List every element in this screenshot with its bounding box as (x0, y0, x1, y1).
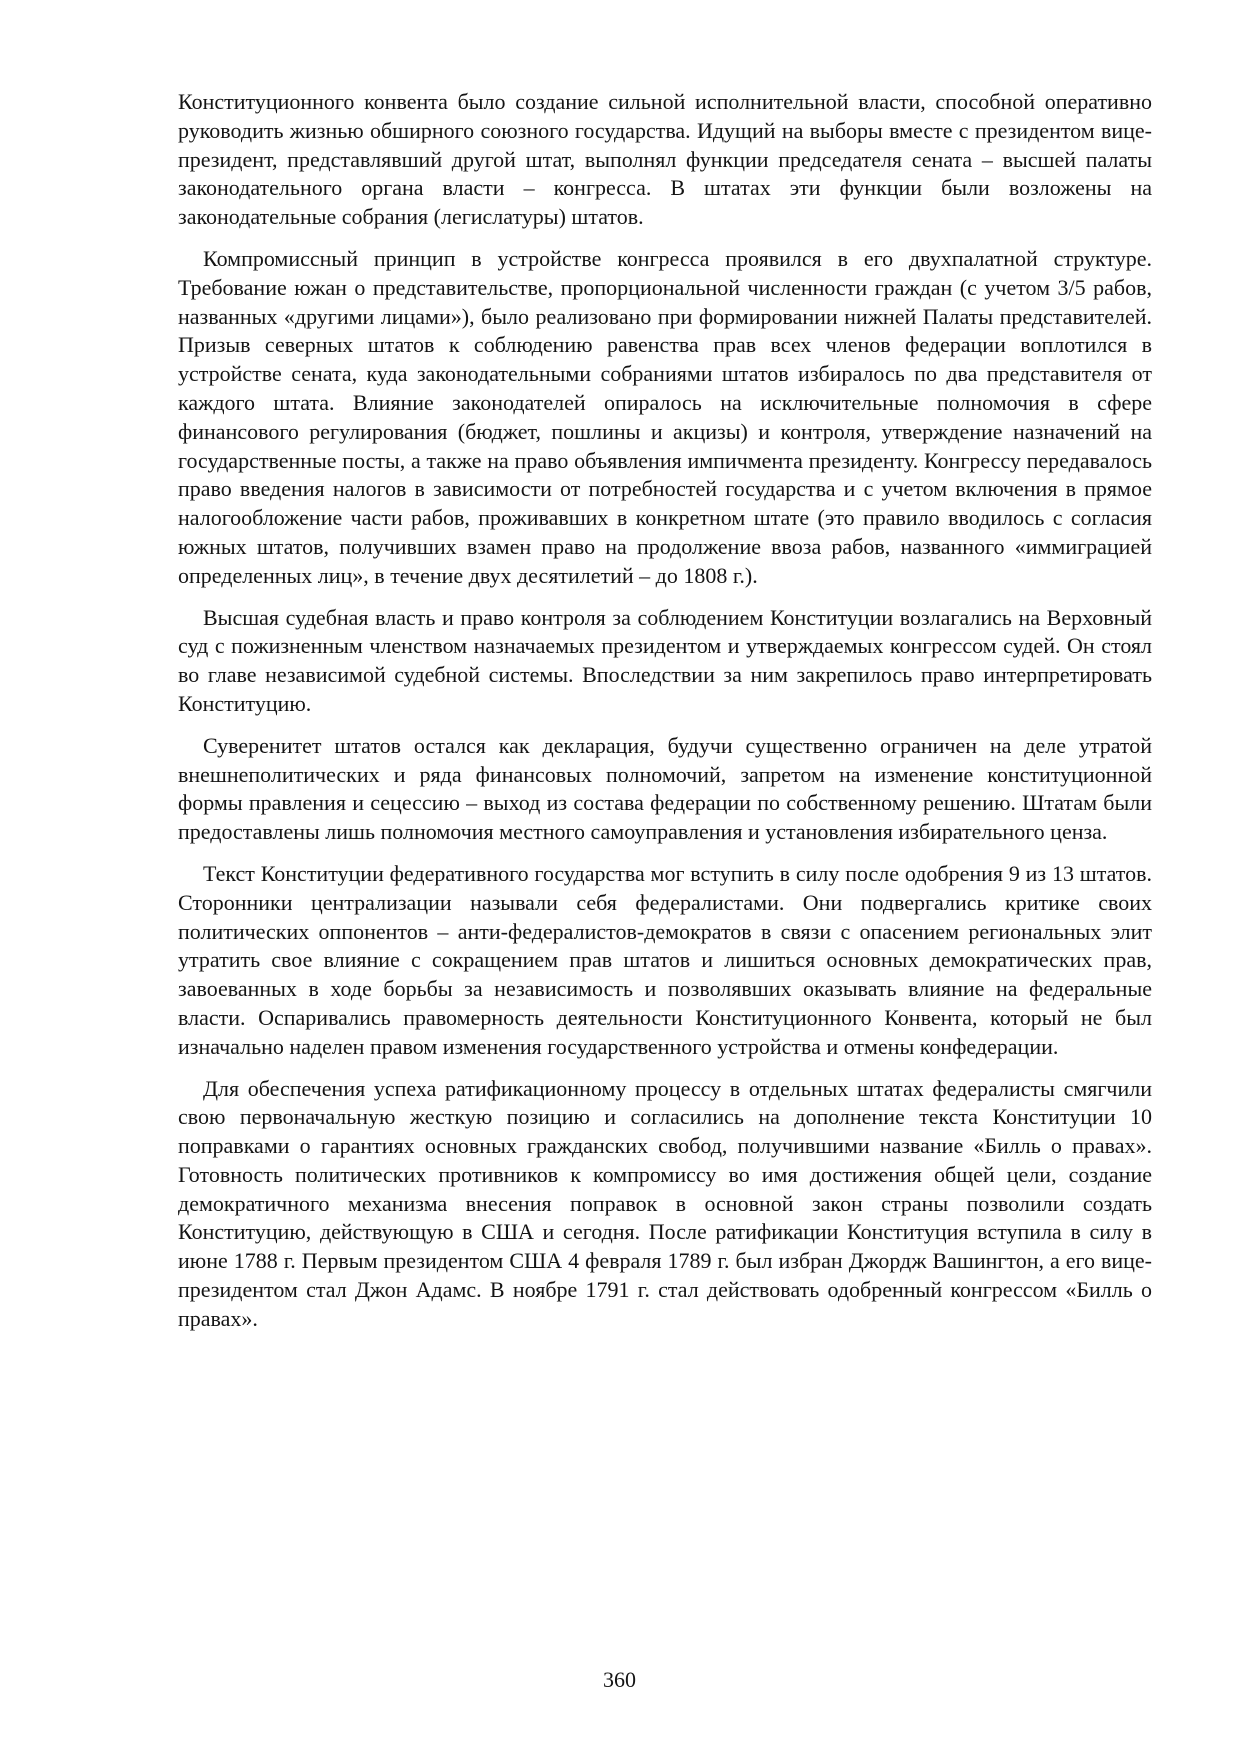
paragraph-congress: Компромиссный принцип в устройстве конгресса проявился в его двухпалатной структуре. Требование южан о представительстве, пропорциональной численности граждан (с учетом 3/5 рабов, названных «другими лицами»), было реализовано при формировании нижней Палаты представителей. Призыв северных штатов к соблюдению равенства прав всех членов федерации воплотился в устройстве сената, куда законодательными собраниями штатов избиралось по два представителя от каждого штата. Влияние законодателей опиралось на исключительные полномочия в сфере финансового регулирования (бюджет, пошлины и акцизы) и контроля, утверждение назначений на государственные посты, а также на право объявления импичмента президенту. Конгрессу передавалось право введения налогов в зависимости от потребностей государства и с учетом включения в прямое налогообложение части рабов, проживавших в конкретном штате (это правило вводилось с согласия южных штатов, получивших взамен право на продолжение ввоза рабов, названного «иммиграцией определенных лиц», в течение двух десятилетий – до 1808 г.). (178, 245, 1152, 588)
document-body (178, 88, 1152, 1347)
paragraph-continuation: Конституционного конвента было создание сильной исполнительной власти, способной оперативно руководить жизнью обширного союзного государства. Идущий на выборы вместе с президентом вице-президент, представлявший другой штат, выполнял функции председателя сената – высшей палаты законодательного органа власти – конгресса. В штатах эти функции были возложены на законодательные собрания (легислатуры) штатов. (178, 89, 1152, 230)
paragraph-supreme-court: Высшая судебная власть и право контроля за соблюдением Конституции возлагались на Верховный суд с пожизненным членством назначаемых президентом и утверждаемых конгрессом судей. Он стоял во главе независимой судебной системы. Впоследствии за ним закрепилось право интерпретировать Конституцию. (178, 604, 1152, 716)
paragraph-bill-of-rights: Для обеспечения успеха ратификационному процессу в отдельных штатах федералисты смягчили свою первоначальную жесткую позицию и согласились на дополнение текста Конституции 10 поправками о гарантиях основных гражданских свобод, получившими название «Билль о правах». Готовность политических противников к компромиссу во имя достижения общей цели, создание демократичного механизма внесения поправок в основной закон страны позволили создать Конституцию, действующую в США и сегодня. После ратификации Конституция вступила в силу в июне 1788 г. Первым президентом США 4 февраля 1789 г. был избран Джордж Вашингтон, а его вице-президентом стал Джон Адамс. В ноябре 1791 г. стал действовать одобренный конгрессом «Билль о правах». (178, 1075, 1152, 1331)
paragraph-ratification: Текст Конституции федеративного государства мог вступить в силу после одобрения 9 из 13 штатов. Сторонники централизации называли себя федералистами. Они подвергались критике своих политических оппонентов – анти-федералистов-демократов в связи с опасением региональных элит утратить свое влияние с сокращением прав штатов и лишиться основных демократических прав, завоеванных в ходе борьбы за независимость и позволявших оказывать влияние на федеральные власти. Оспаривались правомерность деятельности Конституционного Конвента, который не был изначально наделен правом изменения государственного устройства и отмены конфедерации. (178, 860, 1152, 1059)
paragraph-state-sovereignty: Суверенитет штатов остался как декларация, будучи существенно ограничен на деле утратой внешнеполитических и ряда финансовых полномочий, запретом на изменение конституционной формы правления и сецессию – выход из состава федерации по собственному решению. Штатам были предоставлены лишь полномочия местного самоуправления и установления избирательного ценза. (178, 732, 1152, 845)
page-number: 360 (603, 1667, 636, 1692)
